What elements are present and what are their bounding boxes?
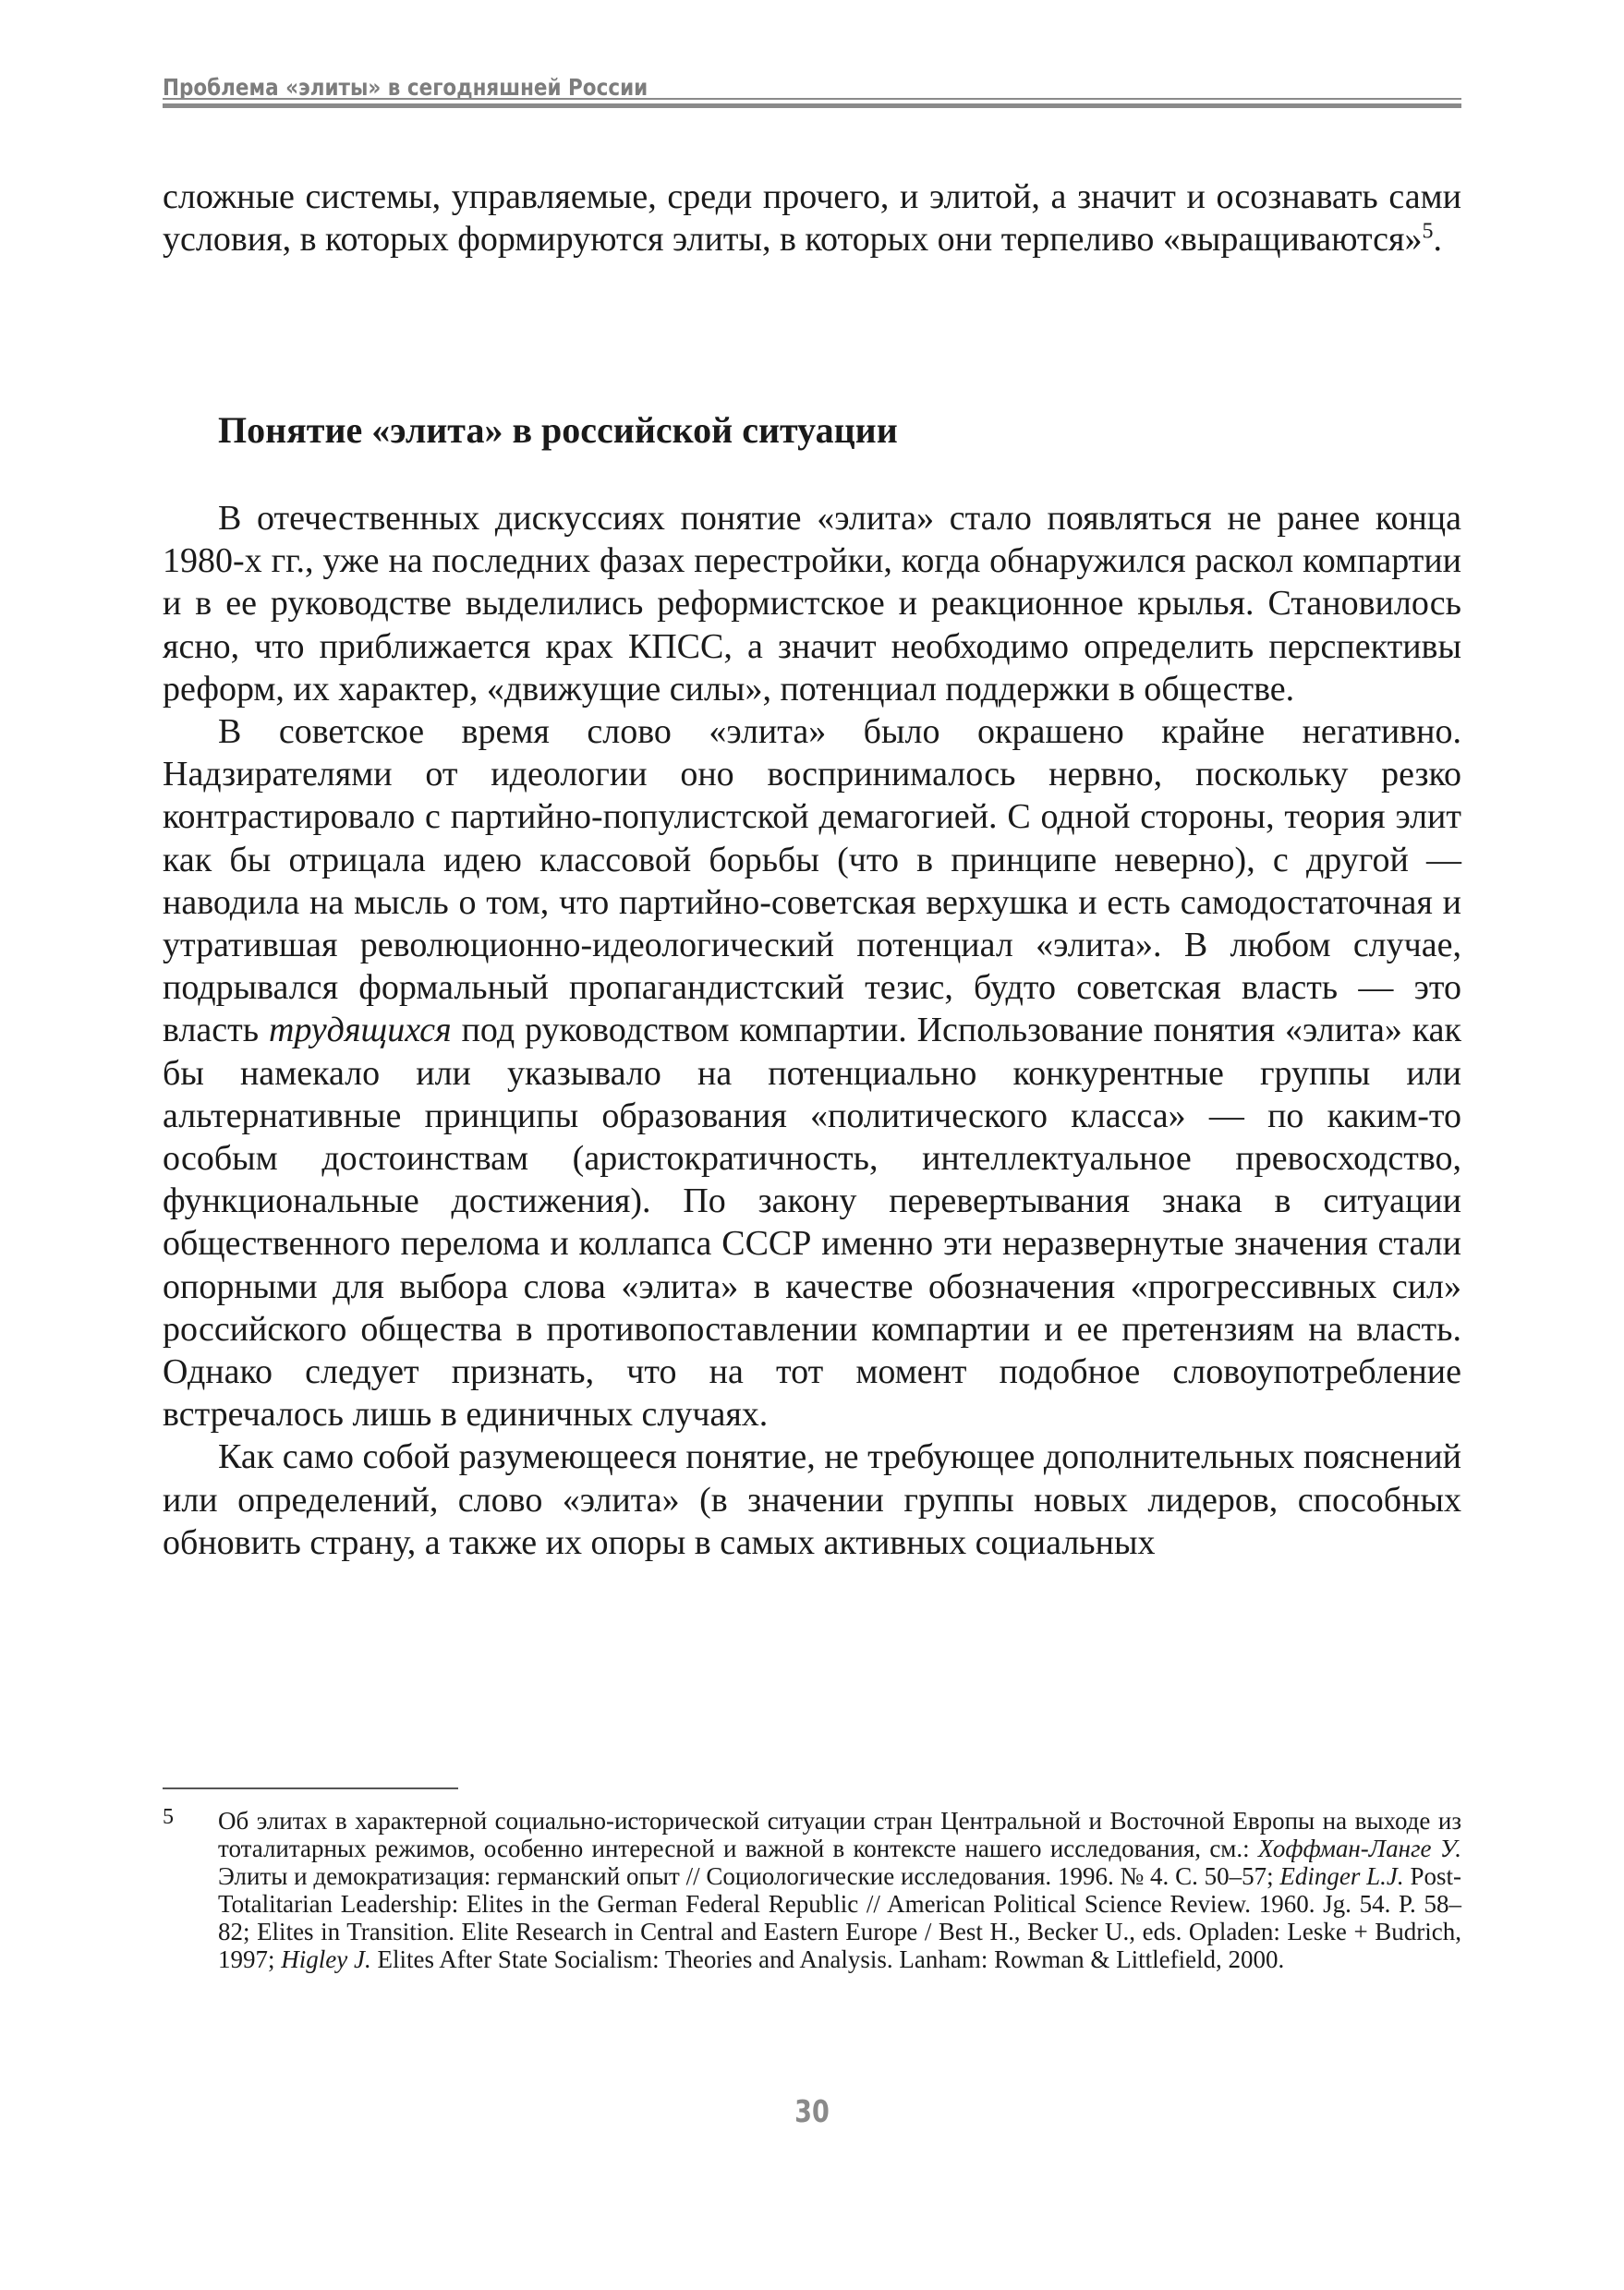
intro-paragraph [163,176,1461,261]
intro-tail: . [1433,220,1442,260]
paragraph-3: Как само собой разумеющееся понятие, не требующее дополнительных пояснений или определений, слово «элита» (в значении группы новых лидеров, способных обновить страну, а также их опоры в самых активных социальных [163,1437,1461,1562]
intro-text: сложные системы, управляемые, среди прочего, и элитой, а значит и осознавать сами условия, в которых формируются элиты, в которых они терпеливо «выращиваются» [163,177,1461,260]
page-number-text: 30 [794,2093,830,2129]
footnote-author3: Higley J. [281,1945,371,1973]
paragraph-2 [163,710,1461,1436]
footnote-number: 5 [163,1805,174,1829]
footnote-reference[interactable]: 5 [1422,219,1434,244]
footnote-text [218,1807,1461,1973]
footnote [163,1807,1461,1973]
footnote-author2: Edinger L.J. [1279,1862,1404,1890]
main-text [163,497,1461,1564]
paragraph-2-after: под руководством компартии. Использование понятия «элита» как бы намекало или указывало на потенциально конкурентные группы или альтернативные принципы образования «политического класса» — по каким-то особым достоинствам (аристократичность, интеллектуальное превосходство, функциональные достижения). По закону перевертывания знака в ситуации общественного перелома и коллапса СССР именно эти неразвернутые значения стали опорными для выбора слова «элита» в качестве обозначения «прогрессивных сил» российского общества в противопоставлении компартии и ее претензиям на власть. Однако следует признать, что на тот момент подобное словоупотребление встречалось лишь в единичных случаях. [163,1011,1461,1435]
header-rule-thin [163,98,1461,100]
paragraph-1: В отечественных дискуссиях понятие «элита» стало появляться не ранее конца 1980-х гг., уже на последних фазах перестройки, когда обнаружился раскол компартии и в ее руководстве выделились реформистское и реакционное крылья. Становилось ясно, что приближается крах КПСС, а значит необходимо определить перспективы реформ, их характер, «движущие силы», потенциал поддержки в обществе. [163,499,1461,709]
footnote-author1: Хоффман-Ланге У. [1257,1835,1461,1862]
running-header-title: Проблема «элиты» в сегодняшней России [163,74,648,101]
header-rule-thick [163,103,1461,108]
page-number [0,2093,1624,2129]
footnote-seg3: Post-Totalitarian Leadership: Elites in the German Federal Republic // American Political Science Review. 1960. Jg. 54. P. 58–82; Elites in Transition. Elite Research in Central and Eastern Europe / Best H., Becker U., eds. Opladen: Leske + Budrich, 1997; [218,1862,1461,1973]
footnote-seg2: Элиты и демократизация: германский опыт // Социологические исследования. 1996. № 4. С. 50–57; [218,1862,1280,1890]
footnote-separator [163,1787,458,1789]
paragraph-2-before: В советское время слово «элита» было окрашено крайне негативно. Надзирателями от идеологии оно воспринималось нервно, поскольку резко контрастировало с партийно-популистской демагогией. С одной стороны, теория элит как бы отрицала идею классовой борьбы (что в принципе неверно), с другой — наводила на мысль о том, что партийно-советская верхушка и есть самодостаточная и утратившая революционно-идеологический потенциал «элита». В любом случае, подрывался формальный пропагандистский тезис, будто советская власть — это власть [163,712,1461,1050]
footnote-seg1: Об элитах в характерной социально-исторической ситуации стран Центральной и Восточной Европы на выходе из тоталитарных режимов, особенно интересной и важной в контексте нашего исследования, см.: [218,1807,1461,1862]
section-heading: Понятие «элита» в российской ситуации [218,409,898,451]
footnote-seg4: Elites After State Socialism: Theories and Analysis. Lanham: Rowman & Littlefield, 2000. [370,1945,1285,1973]
paragraph-2-italic: трудящихся [268,1011,452,1050]
